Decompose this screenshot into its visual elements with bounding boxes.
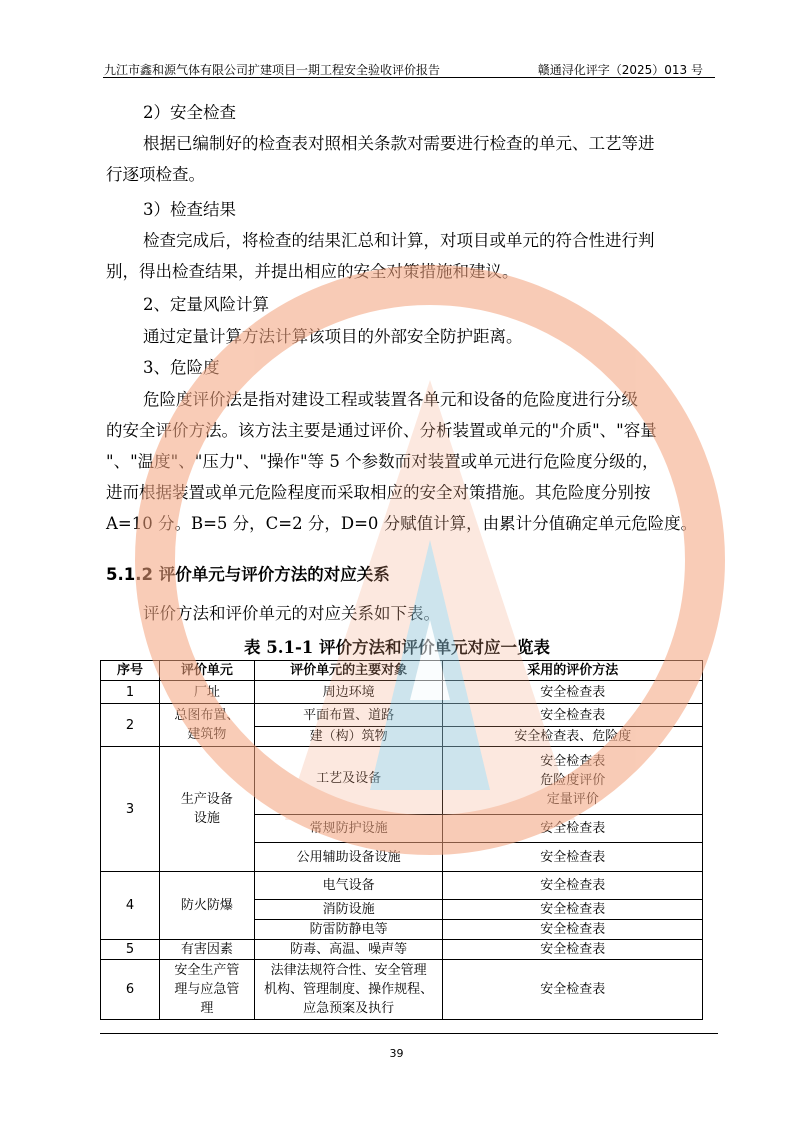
- cell-unit: [159, 960, 254, 1020]
- text-line: 的安全评价方法。该方法主要是通过评价、分析装置或单元的"介质"、"容量: [106, 421, 657, 440]
- cell-object: 周边环境: [254, 681, 443, 704]
- paragraph-risk-degree: [106, 384, 718, 539]
- cell-object: 平面布置、道路: [254, 704, 443, 727]
- text-line: 2）安全检查: [143, 103, 236, 122]
- cell-object: [254, 960, 443, 1020]
- cell-unit: 有害因素: [159, 940, 254, 960]
- table-row: [101, 704, 703, 727]
- cell-method: 安全检查表: [443, 872, 703, 900]
- text-line: 进而根据装置或单元危险程度而采取相应的安全对策措施。其危险度分别按: [106, 483, 651, 502]
- table-header-row: [101, 661, 703, 681]
- cell-object: 电气设备: [254, 872, 443, 900]
- text-line: "、"温度"、"压力"、"操作"等 5 个参数而对装置或单元进行危险度分级的，: [106, 452, 659, 471]
- cell-line: 危险度评价: [540, 773, 606, 788]
- text-line: 根据已编制好的检查表对照相关条款对需要进行检查的单元、工艺等进: [143, 134, 655, 153]
- footer-rule: [100, 1033, 718, 1034]
- table-intro: [106, 598, 718, 629]
- table-caption: 表 5.1-1 评价方法和评价单元对应一览表: [244, 638, 551, 657]
- text-line: 评价方法和评价单元的对应关系如下表。: [143, 604, 440, 623]
- cell-line: 机构、管理制度、操作规程、: [264, 982, 434, 997]
- paragraph-quant-risk-heading: [106, 289, 718, 320]
- cell-line: 建筑物: [187, 727, 227, 742]
- header-cell: 评价单元的主要对象: [254, 661, 443, 681]
- cell-object: 防毒、高温、噪声等: [254, 940, 443, 960]
- cell-line: 安全检查表: [540, 754, 606, 769]
- cell-unit: [159, 747, 254, 872]
- text-line: 危险度评价法是指对建设工程或装置各单元和设备的危险度进行分级: [143, 390, 638, 409]
- text-line: 2、定量风险计算: [143, 295, 269, 314]
- cell-no: 2: [101, 704, 160, 747]
- cell-object: 建（构）筑物: [254, 727, 443, 747]
- cell-no: 3: [101, 747, 160, 872]
- cell-object: 公用辅助设备设施: [254, 843, 443, 872]
- text-line: 通过定量计算方法计算该项目的外部安全防护距离。: [143, 327, 523, 346]
- table-row: [101, 872, 703, 900]
- cell-method: 安全检查表: [443, 843, 703, 872]
- cell-line: 安全生产管: [174, 963, 240, 978]
- cell-unit: 防火防爆: [159, 872, 254, 940]
- header-cell: 评价单元: [159, 661, 254, 681]
- cell-unit: 厂址: [159, 681, 254, 704]
- table-row: [101, 747, 703, 815]
- text-line: A=10 分。B=5 分，C=2 分，D=0 分赋值计算，由累计分值确定单元危险度。: [106, 514, 698, 533]
- table-row: [101, 940, 703, 960]
- page-header: [103, 60, 715, 78]
- cell-method: 安全检查表: [443, 815, 703, 843]
- cell-method: 安全检查表: [443, 900, 703, 920]
- cell-no: 6: [101, 960, 160, 1020]
- cell-line: 理与应急管: [174, 982, 240, 997]
- paragraph-safety-check-heading: [106, 97, 718, 128]
- text-line: 3、危险度: [143, 358, 220, 377]
- cell-line: 理: [200, 1001, 214, 1016]
- page-number: 39: [389, 1047, 404, 1060]
- cell-line: 设施: [193, 811, 220, 826]
- paragraph-check-result-heading: [106, 194, 718, 225]
- header-cell: 采用的评价方法: [443, 661, 703, 681]
- paragraph-check-result: [106, 225, 718, 287]
- cell-no: 1: [101, 681, 160, 704]
- table-row: [101, 960, 703, 1020]
- header-document-number: 赣通浔化评字（2025）013 号: [537, 63, 703, 77]
- cell-no: 4: [101, 872, 160, 940]
- cell-line: 定量评价: [546, 792, 599, 807]
- cell-method: 安全检查表: [443, 704, 703, 727]
- cell-method: 安全检查表: [443, 920, 703, 940]
- cell-object: 防雷防静电等: [254, 920, 443, 940]
- paragraph-quant-risk: [106, 321, 718, 352]
- cell-method: [443, 747, 703, 815]
- cell-method: 安全检查表、危险度: [443, 727, 703, 747]
- cell-line: 法律法规符合性、安全管理: [270, 963, 427, 978]
- paragraph-safety-check: [106, 128, 718, 190]
- evaluation-table: [100, 660, 703, 1020]
- cell-no: 5: [101, 940, 160, 960]
- paragraph-risk-degree-heading: [106, 352, 718, 383]
- text-line: 行逐项检查。: [106, 165, 205, 184]
- text-line: 别，得出检查结果，并提出相应的安全对策措施和建议。: [106, 262, 519, 281]
- cell-method: 安全检查表: [443, 960, 703, 1020]
- cell-unit: [159, 704, 254, 747]
- cell-method: 安全检查表: [443, 681, 703, 704]
- cell-line: 总图布置、: [174, 708, 240, 723]
- cell-line: 应急预案及执行: [303, 1001, 395, 1016]
- cell-object: 工艺及设备: [254, 747, 443, 815]
- cell-line: 生产设备: [180, 792, 233, 807]
- table-row: [101, 681, 703, 704]
- cell-object: 消防设施: [254, 900, 443, 920]
- text-line: 检查完成后，将检查的结果汇总和计算，对项目或单元的符合性进行判: [143, 231, 655, 250]
- cell-method: 安全检查表: [443, 940, 703, 960]
- header-report-title: 九江市鑫和源气体有限公司扩建项目一期工程安全验收评价报告: [104, 63, 441, 77]
- text-line: 3）检查结果: [143, 200, 236, 219]
- section-title: 5.1.2 评价单元与评价方法的对应关系: [106, 565, 390, 584]
- header-cell: 序号: [101, 661, 160, 681]
- cell-object: 常规防护设施: [254, 815, 443, 843]
